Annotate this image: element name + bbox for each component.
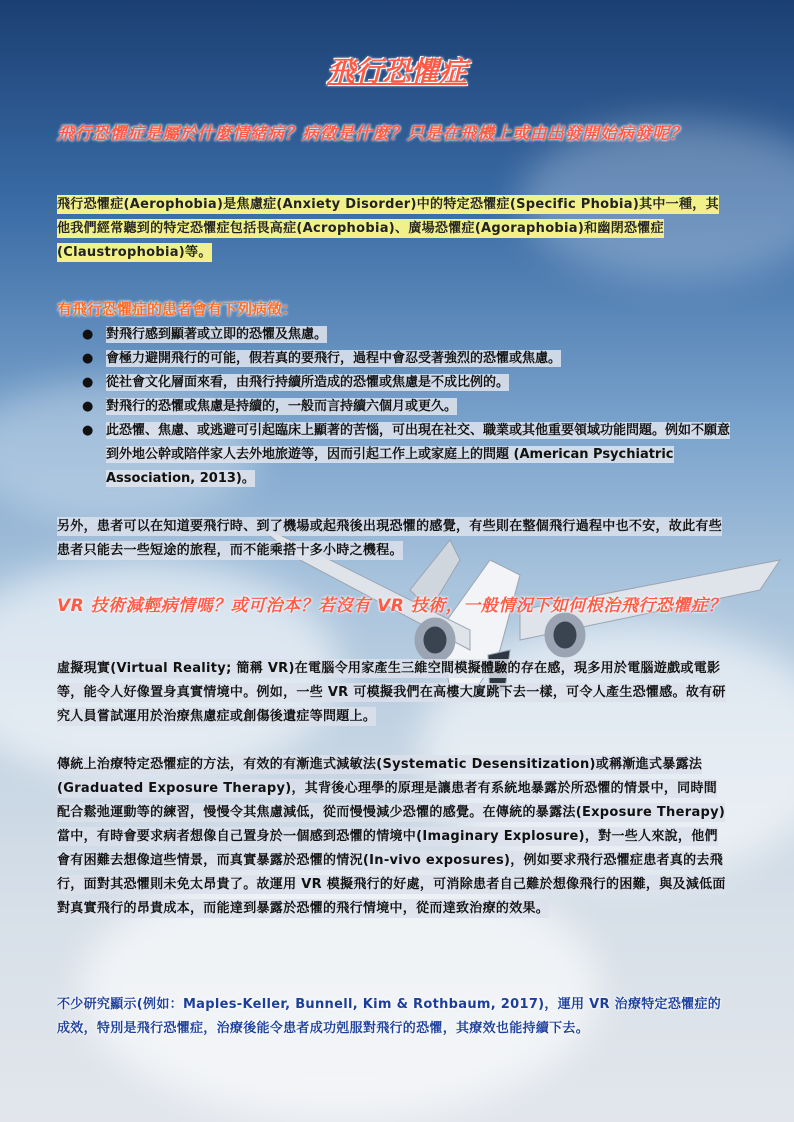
list-item: ● 會極力避開飛行的可能，假若真的要飛行，過程中會忍受著強烈的恐懼或焦慮。	[82, 347, 732, 371]
bullet-icon: ●	[82, 375, 94, 390]
extra-paragraph	[57, 515, 729, 563]
treatment-paragraph	[57, 753, 729, 921]
symptoms-heading: 有飛行恐懼症的患者會有下列病徵：	[57, 300, 298, 318]
research-paragraph: 不少研究顯示(例如：Maples-Keller, Bunnell, Kim & Rothbaum, 2017)，運用 VR 治療特定恐懼症的成效，特別是飛行恐懼症，治療後能令患者成功剋服對飛行的恐懼，其療效也能持續下去。	[57, 997, 722, 1036]
bullet-icon: ●	[82, 399, 94, 414]
list-item: ● 對飛行的恐懼或焦慮是持續的，一般而言持續六個月或更久。	[82, 395, 732, 419]
vr-paragraph-text: 虛擬現實(Virtual Reality; 簡稱 VR)在電腦令用家產生三維空間模擬體驗的存在感，現多用於電腦遊戲或電影等，能令人好像置身真實情境中。例如，一些 VR 可模擬我們在高樓大廈跳下去一樣，可令人產生恐懼感。故有研究人員嘗試運用於治療焦慮症或創傷後遺症等問題上。	[57, 661, 726, 724]
page-title: 飛行恐懼症	[326, 55, 467, 88]
extra-paragraph-text: 另外，患者可以在知道要飛行時、到了機場或起飛後出現恐懼的感覺，有些則在整個飛行過程中也不安，故此有些患者只能去一些短途的旅程，而不能乘搭十多小時之機程。	[57, 519, 723, 558]
section1-heading: 飛行恐懼症是屬於什麼情緒病？病徵是什麼？只是在飛機上或由出發開始病發呢？	[57, 124, 687, 144]
list-item: ● 對飛行感到顯著或立即的恐懼及焦慮。	[82, 323, 732, 347]
bullet-icon: ●	[82, 423, 94, 438]
vr-paragraph	[57, 657, 729, 729]
section1-paragraph	[57, 193, 729, 265]
section2-heading: VR 技術減輕病情嗎？或可治本？若沒有 VR 技術，一般情況下如何根治飛行恐懼症？	[57, 596, 726, 616]
bullet-icon: ●	[82, 327, 94, 342]
treatment-paragraph-text: 傳統上治療特定恐懼症的方法，有效的有漸進式減敏法(Systematic Desensitization)或稱漸進式暴露法 (Graduated Exposure Therapy)，其背後心理學的原理是讓患者有系統地暴露於所恐懼的情景中，同時間配合鬆弛運動等的練習，慢慢令其焦慮減低，從而慢慢減少恐懼的感覺。在傳統的暴露法(Exposure Therapy)當中，有時會要求病者想像自己置身於一個感到恐懼的情境中(Imaginary Explosure)，對一些人來說，他們會有困難去想像這些情景，而真實暴露於恐懼的情況(In-vivo exposures)，例如要求飛行恐懼症患者真的去飛行，面對其恐懼則未免太昂貴了。故運用 VR 模擬飛行的好處，可消除患者自己難於想像飛行的困難，與及減低面對真實飛行的昂貴成本，而能達到暴露於恐懼的飛行情境中，從而達致治療的效果。	[57, 757, 726, 916]
section1-paragraph-text: 飛行恐懼症(Aerophobia)是焦慮症(Anxiety Disorder)中的特定恐懼症(Specific Phobia)其中一種，其他我們經常聽到的特定恐懼症包括畏高症(Acrophobia)、廣場恐懼症(Agoraphobia)和幽閉恐懼症(Claustrophobia)等。	[57, 197, 719, 260]
bullet-icon: ●	[82, 351, 94, 366]
list-item: ● 此恐懼、焦慮、或逃避可引起臨床上顯著的苦惱，可出現在社交、職業或其他重要領域功能問題。例如不願意到外地公幹或陪伴家人去外地旅遊等，因而引起工作上或家庭上的問題 (American Psychiatric Association, 2013)。	[82, 419, 732, 491]
symptoms-list	[82, 323, 732, 491]
list-item: ● 從社會文化層面來看，由飛行持續所造成的恐懼或焦慮是不成比例的。	[82, 371, 732, 395]
